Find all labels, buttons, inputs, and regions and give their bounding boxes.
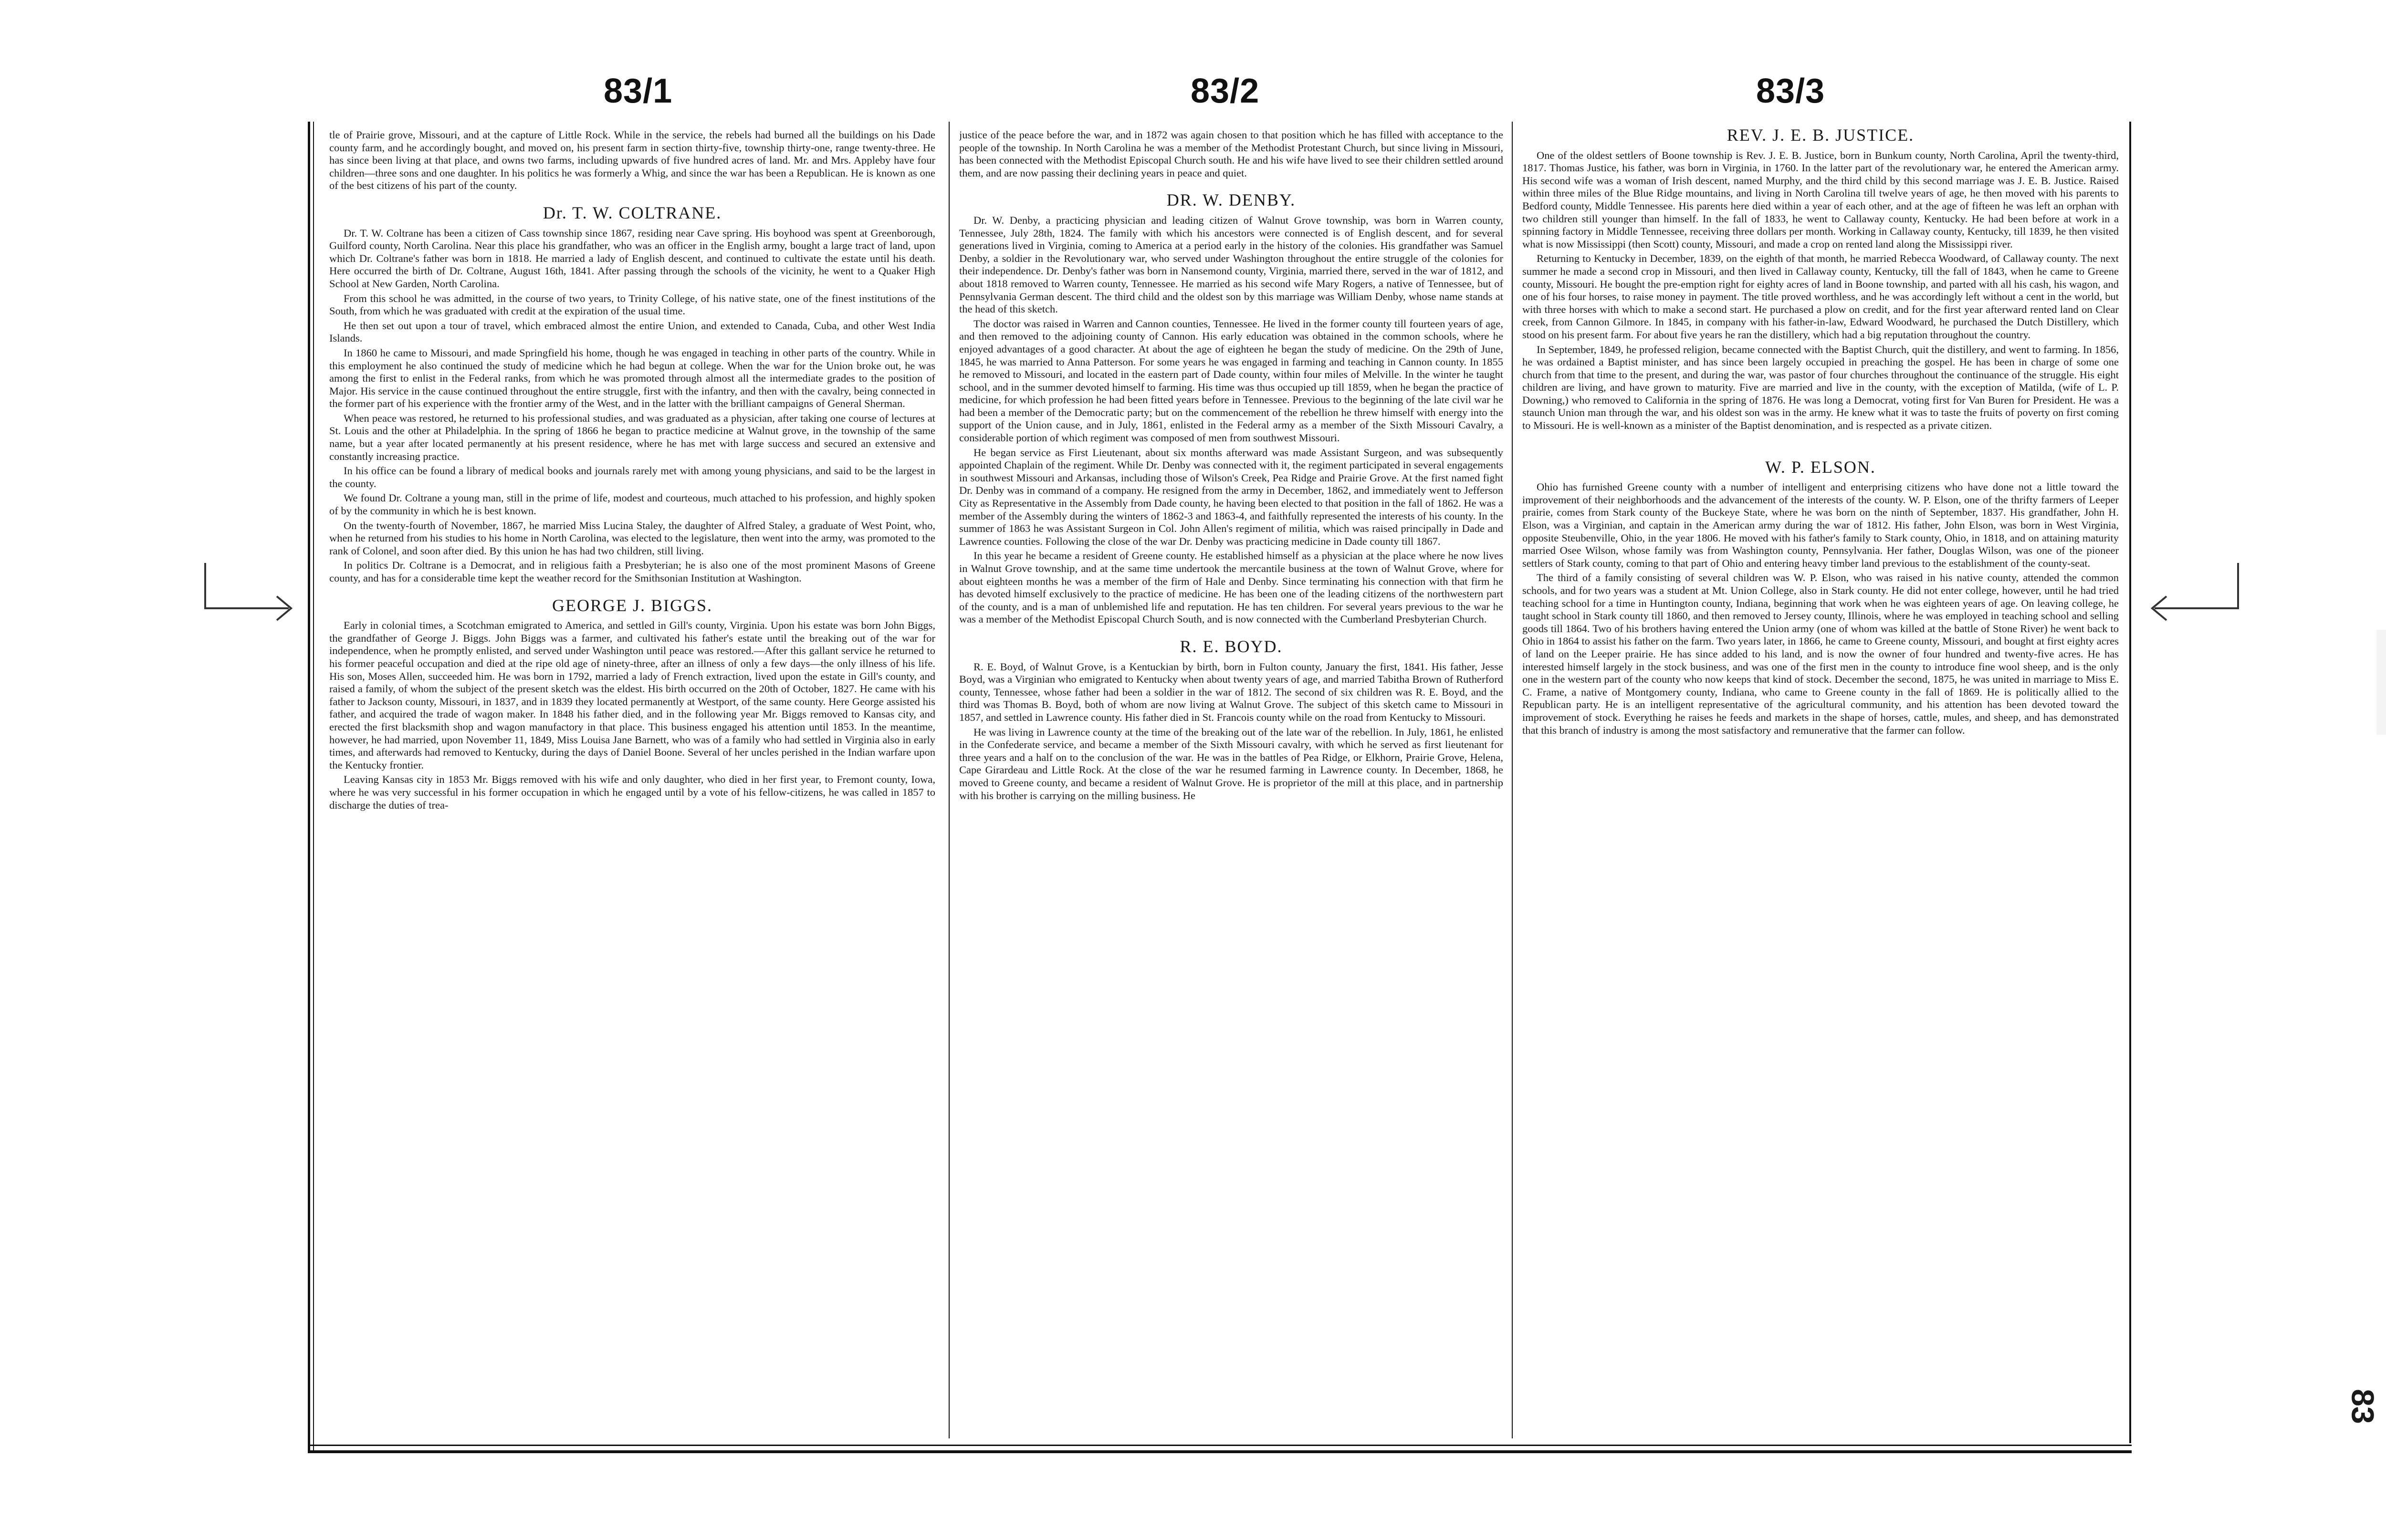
coltrane-paragraph: In his office can be found a library of medical books and journals rarely met with among young physicians, and said to be the largest in the county. bbox=[329, 465, 935, 489]
page-number: 83 bbox=[2345, 1389, 2381, 1424]
left-margin-arrow-icon bbox=[200, 558, 296, 639]
coltrane-paragraph: In 1860 he came to Missouri, and made Springfield his home, though he was engaged in teaching in other parts of the country. While in this employment he also continued the study of medicine which he had begun at college. When the war for the Union broke out, he was among the first to enlist in the Federal ranks, from which he was promoted through almost all the intermediate grades to the position of Major. His service in the cause continued throughout the entire struggle, first with the infantry, and then with the cavalry, being connected in the former part of his experience with the frontier army of the West, and in the latter with the brilliant campaigns of General Sherman. bbox=[329, 346, 935, 410]
justice-paragraph: Returning to Kentucky in December, 1839, on the eighth of that month, he married Rebecca Woodward, of Callaway county. The next summer he made a second crop in Missouri, and then lived in Callaway county, Kentucky, till the fall of 1843, when he came to Greene county, Missouri. He bought the pre-emption right for eighty acres of land in Boone township, and parted with all his cash, his wagon, and one of his four horses, to raise money in payment. The title proved worthless, and he was accordingly left without a cent in the world, but with three horses with which to make a second start. He purchased a plow on credit, and for the first year afterward rented land on Clear creek, from Cannon Gilmore. In 1845, in company with his father-in-law, Edward Woodward, he purchased the Dutch Distillery, which stood on his present farm. For about five years he ran the distillery, which had a big reputation throughout the country. bbox=[1522, 252, 2119, 341]
coltrane-paragraph: In politics Dr. Coltrane is a Democrat, and in religious faith a Presbyterian; he is also one of the most prominent Masons of Greene county, and has for a considerable time kept the weather record for the Smithsonian Institution at Washington. bbox=[329, 559, 935, 584]
page-tag-center: 83/2 bbox=[1191, 72, 1260, 110]
column-rule-2 bbox=[1512, 122, 1513, 1438]
coltrane-heading: Dr. T. W. COLTRANE. bbox=[543, 203, 722, 222]
coltrane-paragraph: When peace was restored, he returned to his professional studies, and was graduated as a physician, after taking one course of lectures at St. Louis and the other at Philadelphia. In the spring of 1866 he began to practice medicine at Walnut grove, in the township of the same name, but a year after located permanently at his present residence, where he has met with large success and secured an extensive and constantly increasing practice. bbox=[329, 412, 935, 462]
elson-heading: W. P. ELSON. bbox=[1765, 457, 1876, 477]
left-border-rule bbox=[308, 122, 310, 1453]
page-tag-right: 83/3 bbox=[1756, 72, 1825, 110]
denby-paragraph: He began service as First Lieutenant, about six months afterward was made Assistant Surgeon, and was subsequently appointed Chaplain of the regiment. While Dr. Denby was connected with it, the regiment participated in several engagements in southwest Missouri and Arkansas, including those of Wilson's Creek, Pea Ridge and Prairie Grove. At the first named fight Dr. Denby was in command of a company. He resigned from the army in December, 1862, and immediately went to Jefferson City as Representative in the Assembly from Dade county, he having been elected to that position in the fall of 1862. He was a member of the Assembly during the winters of 1862-3 and 1863-4, and faithfully represented the interests of his county. In the summer of 1863 he was Assistant Surgeon in Col. John Allen's regiment of militia, which was raised principally in Dade and Lawrence counties. Following the close of the war Dr. Denby was practicing medicine in Dade county till 1867. bbox=[959, 446, 1503, 547]
denby-paragraph: Dr. W. Denby, a practicing physician and leading citizen of Walnut Grove township, was born in Warren county, Tennessee, July 28th, 1824. The family with which his ancestors were connected is of English descent, and for several generations lived in Virginia, coming to America at a period early in the history of the colonies. His grandfather was Samuel Denby, a soldier in the Revolutionary war, who served under Washington throughout the entire struggle of the colonies for their independence. Dr. Denby's father was born in Nansemond county, Virginia, married there, served in the war of 1812, and about 1818 removed to Warren county, Tennessee. He married as his second wife Mary Rogers, a native of Tennessee, but of Pennsylvania German descent. The third child and the oldest son by this marriage was William Denby, whose name stands at the head of this sketch. bbox=[959, 214, 1503, 315]
bottom-rule-thick bbox=[308, 1450, 2132, 1453]
justice-paragraph: One of the oldest settlers of Boone township is Rev. J. E. B. Justice, born in Bunkum county, North Carolina, April the twenty-third, 1817. Thomas Justice, his father, was born in Virginia, in 1760. In the latter part of the revolutionary war, he entered the American army. His second wife was a woman of Irish descent, named Murphy, and the third child by this second marriage was J. E. B. Justice. Raised within three miles of the Blue Ridge mountains, and living in North Carolina till twelve years of age, he then moved with his parents to Bedford county, Middle Tennessee. His parents here died within a year of each other, and at the age of fifteen he was left an orphan with two children still younger than himself. In the fall of 1833, he went to Callaway county, Kentucky. He had been before at work in a spinning factory in Middle Tennessee, receiving three dollars per month. Working in Callaway county, Kentucky, till 1839, he then visited what is now Mississippi (then Scott) county, Missouri, and made a crop on rented land along the Mississippi river. bbox=[1522, 149, 2119, 250]
denby-paragraph: In this year he became a resident of Greene county. He established himself as a physician at the place where he now lives in Walnut Grove township, and at the same time undertook the mercantile business at the town of Walnut Grove, where for about eighteen months he was a member of the firm of Hale and Denby. Since terminating his connection with that firm he has devoted himself exclusively to the practice of medicine. He has been one of the leading citizens of the northwestern part of the county, and is a man of unblemished life and reputation. He has ten children. For several years previous to the war he was a member of the Methodist Episcopal Church South, and is now connected with the Cumberland Presbyterian Church. bbox=[959, 550, 1503, 625]
justice-paragraph: In September, 1849, he professed religion, became connected with the Baptist Church, quit the distillery, and went to farming. In 1856, he was ordained a Baptist minister, and has since been largely occupied in preaching the gospel. He has been in charge of some one church from that time to the present, and during the war, was pastor of four churches throughout the continuance of the struggle. His eight children are living, and have grown to maturity. Five are married and live in the county, with the exception of Matilda, (wife of L. P. Downing,) who removed to California in the spring of 1876. He was long a Democrat, voting first for Van Buren for President. He was a staunch Union man through the war, and his oldest son was in the army. He knew what it was to taste the fruits of poverty on first coming to Missouri. He is well-known as a minister of the Baptist denomination, and is respected as a private citizen. bbox=[1522, 343, 2119, 432]
right-border-rule bbox=[2129, 122, 2131, 1443]
coltrane-paragraph: We found Dr. Coltrane a young man, still in the prime of life, modest and courteous, much attached to his profession, and highly spoken of by the community in which he is best known. bbox=[329, 492, 935, 517]
column-83-1 bbox=[329, 129, 935, 1422]
scan-edge-mark bbox=[2376, 630, 2386, 735]
biggs-paragraph: Early in colonial times, a Scotchman emigrated to America, and settled in Gill's county, Virginia. Upon his estate was born John Biggs, the grandfather of George J. Biggs. John Biggs was a farmer, and cultivated his father's estate until the breaking out of the war for independence, when he promptly enlisted, and served under Washington until peace was restored.—After this gallant service he returned to his former peaceful occupation and died at the ripe old age of ninety-three, after an illness of only a few days—the only illness of his life. His son, Moses Allen, succeeded him. He was born in 1792, married a lady of French extraction, lived upon the estate in Gill's county, and raised a family, of whom the subject of the present sketch was the eldest. His birth occurred on the 20th of October, 1827. He came with his father to Jackson county, Missouri, in 1837, and in 1839 they located permanently at Westport, of the same county. Here George assisted his father, and acquired the trade of wagon maker. In 1848 his father died, and in the following year Mr. Biggs removed to Kansas city, and erected the first blacksmith shop and wagon manufactory in that place. This business engaged his attention until 1853. In the meantime, however, he had married, upon November 11, 1849, Miss Louisa Jane Barnett, who was of a family who had settled in Virginia also in early times, and afterwards had removed to Kentucky, during the days of Daniel Boone. Several of her uncles perished in the Indian warfare upon the Kentucky frontier. bbox=[329, 619, 935, 771]
right-margin-arrow-icon bbox=[2147, 558, 2243, 639]
column-83-3 bbox=[1522, 129, 2119, 1422]
column-rule-1 bbox=[949, 122, 950, 1438]
appleby-continuation: tle of Prairie grove, Missouri, and at the capture of Little Rock. While in the service, the rebels had burned all the buildings on his Dade county farm, and he accordingly bought, and moved on, his present farm in section thirty-five, township thirty-one, range twenty-three. He has since been living at that place, and owns two farms, including upwards of five hundred acres of land. Mr. and Mrs. Appleby have four children—three sons and one daughter. In his politics he was formerly a Whig, and since the war has been a Republican. He is known as one of the best citizens of his part of the county. bbox=[329, 129, 935, 192]
boyd-heading: R. E. BOYD. bbox=[1180, 636, 1283, 656]
denby-heading: DR. W. DENBY. bbox=[1166, 190, 1296, 210]
biggs-paragraph: Leaving Kansas city in 1853 Mr. Biggs removed with his wife and only daughter, who died in her first year, to Fremont county, Iowa, where he was very successful in his former occupation in which he engaged until by a vote of his fellow-citizens, he was called in 1857 to discharge the duties of trea- bbox=[329, 773, 935, 811]
elson-paragraph: The third of a family consisting of several children was W. P. Elson, who was raised in his native county, attended the common schools, and for two years was a student at Mt. Union College, also in Stark county. He did not enter college, however, until he had tried teaching school for a time in Huntington county, Indiana, beginning that work when he was eighteen years of age. On leaving college, he taught school in Stark county till 1860, and then removed to Jersey county, Illinois, where he was employed in teaching school and selling goods till 1864. Two of his brothers having entered the Union army (one of whom was killed at the battle of Stone River) he went back to Ohio in 1864 to assist his father on the farm. Two years later, in 1866, he came to Greene county, Missouri, and bought at first eighty acres of land on the Leeper prairie. He has since added to his land, and is now the owner of four hundred and twenty-five acres. He has interested himself largely in the stock business, and was one of the first men in the county to introduce fine wool sheep, and is the only one in the western part of the county who now keeps that kind of stock. December the second, 1875, he was united in marriage to Miss E. C. Frame, a native of Montgomery county, Indiana, who came to Greene county in the fall of 1869. He is politically allied to the Republican party. He is an intelligent representative of the agricultural community, and his attention has been devoted toward the improvement of stock. Everything he raises he feeds and markets in the shape of horses, cattle, mules, and sheep, and has demonstrated that this branch of industry is among the most satisfactory and remunerative that the farmer can follow. bbox=[1522, 572, 2119, 736]
page-tag-left: 83/1 bbox=[604, 72, 673, 110]
boyd-paragraph: R. E. Boyd, of Walnut Grove, is a Kentuckian by birth, born in Fulton county, January the first, 1841. His father, Jesse Boyd, was a Virginian who emigrated to Kentucky when about twenty years of age, and married Tabitha Brown of Rutherford county, Tennessee, whose father had been a soldier in the war of 1812. The second of six children was R. E. Boyd, and the third was Thomas B. Boyd, both of whom are now living at Walnut Grove. The subject of this sketch came to Missouri in 1857, and settled in Lawrence county. His father died in St. Francois county while on the road from Kentucky to Missouri. bbox=[959, 660, 1503, 723]
denby-paragraph: The doctor was raised in Warren and Cannon counties, Tennessee. He lived in the former county till fourteen years of age, and then removed to the adjoining county of Cannon. His early education was obtained in the common schools, where he enjoyed advantages of a good character. At about the age of eighteen he began the study of medicine. On the 29th of June, 1845, he was married to Anna Patterson. For some years he was engaged in farming and teaching in Cannon county. In 1855 he removed to Missouri, and located in the eastern part of Dade county, within four miles of Melville. In the winter he taught school, and in the summer devoted himself to farming. His time was thus occupied up till 1859, when he began the practice of medicine, for which profession he had been fitted years before in Tennessee. Previous to the beginning of the late civil war he had been a member of the Democratic party; but on the commencement of the rebellion he threw himself with energy into the support of the Union cause, and in July, 1861, enlisted in the Federal army as a member of the Sixth Missouri Cavalry, a considerable portion of which regiment was composed of men from southwest Missouri. bbox=[959, 317, 1503, 444]
coltrane-paragraph: He then set out upon a tour of travel, which embraced almost the entire Union, and extended to Canada, Cuba, and other West India Islands. bbox=[329, 319, 935, 344]
biggs-heading: GEORGE J. BIGGS. bbox=[552, 595, 712, 615]
bottom-rule bbox=[308, 1445, 2132, 1446]
elson-paragraph: Ohio has furnished Greene county with a number of intelligent and enterprising citizens who have done not a little toward the improvement of their neighborhoods and the advancement of the interests of the county. W. P. Elson, one of the thrifty farmers of Leeper prairie, comes from Stark county of the Buckeye State, where he was born on the ninth of September, 1837. His grandfather, John H. Elson, was a Virginian, and captain in the American army during the war of 1812. His father, John Elson, was born in West Virginia, opposite Steubenville, Ohio, in the year 1806. He moved with his father's family to Stark county, Ohio, in 1818, and on attaining maturity married Osee Wilson, whose family was from Washington county, Pennsylvania. Her father, Douglas Wilson, was one of the pioneer settlers of Stark county, coming to that part of Ohio and entering heavy timber land previous to the establishment of the county-seat. bbox=[1522, 481, 2119, 569]
coltrane-paragraph: From this school he was admitted, in the course of two years, to Trinity College, of his native state, one of the finest institutions of the South, from which he was graduated with credit at the expiration of the usual time. bbox=[329, 292, 935, 317]
coltrane-paragraph: Dr. T. W. Coltrane has been a citizen of Cass township since 1867, residing near Cave spring. His boyhood was spent at Greenborough, Guilford county, North Carolina. Near this place his grandfather, who was an officer in the English army, bought a large tract of land, upon which Dr. Coltrane's father was born in 1818. He married a lady of English descent, and continued to cultivate the estate until his death. Here occurred the birth of Dr. Coltrane, August 16th, 1841. After passing through the schools of the vicinity, he went to a Quaker High School at New Garden, North Carolina. bbox=[329, 227, 935, 290]
coltrane-paragraph: On the twenty-fourth of November, 1867, he married Miss Lucina Staley, the daughter of Alfred Staley, a graduate of West Point, who, when he returned from his studies to his home in North Carolina, was elected to the legislature, then went into the army, was promoted to the rank of Colonel, and soon after died. By this union he has had two children, still living. bbox=[329, 519, 935, 557]
boyd-paragraph: He was living in Lawrence county at the time of the breaking out of the late war of the rebellion. In July, 1861, he enlisted in the Confederate service, and became a member of the Sixth Missouri cavalry, with which he served as first lieutenant for three years and a half on to the conclusion of the war. He was in the battles of Pea Ridge, or Elkhorn, Prairie Grove, Helena, Cape Girardeau and Little Rock. At the close of the war he resumed farming in Lawrence county. In December, 1868, he moved to Greene county, and became a resident of Walnut Grove. He is proprietor of the mill at this place, and in partnership with his brother is carrying on the milling business. He bbox=[959, 726, 1503, 801]
justice-heading: REV. J. E. B. JUSTICE. bbox=[1727, 129, 1915, 145]
column-83-2 bbox=[959, 129, 1503, 1422]
previous-sketch-continuation: justice of the peace before the war, and in 1872 was again chosen to that position which he has filled with acceptance to the people of the township. In North Carolina he was a member of the Methodist Protestant Church, but since living in Missouri, has been connected with the Methodist Episcopal Church south. He and his wife have lived to see their children settled around them, and are now passing their declining years in peace and quiet. bbox=[959, 129, 1503, 179]
left-border-rule-inner bbox=[313, 122, 314, 1450]
